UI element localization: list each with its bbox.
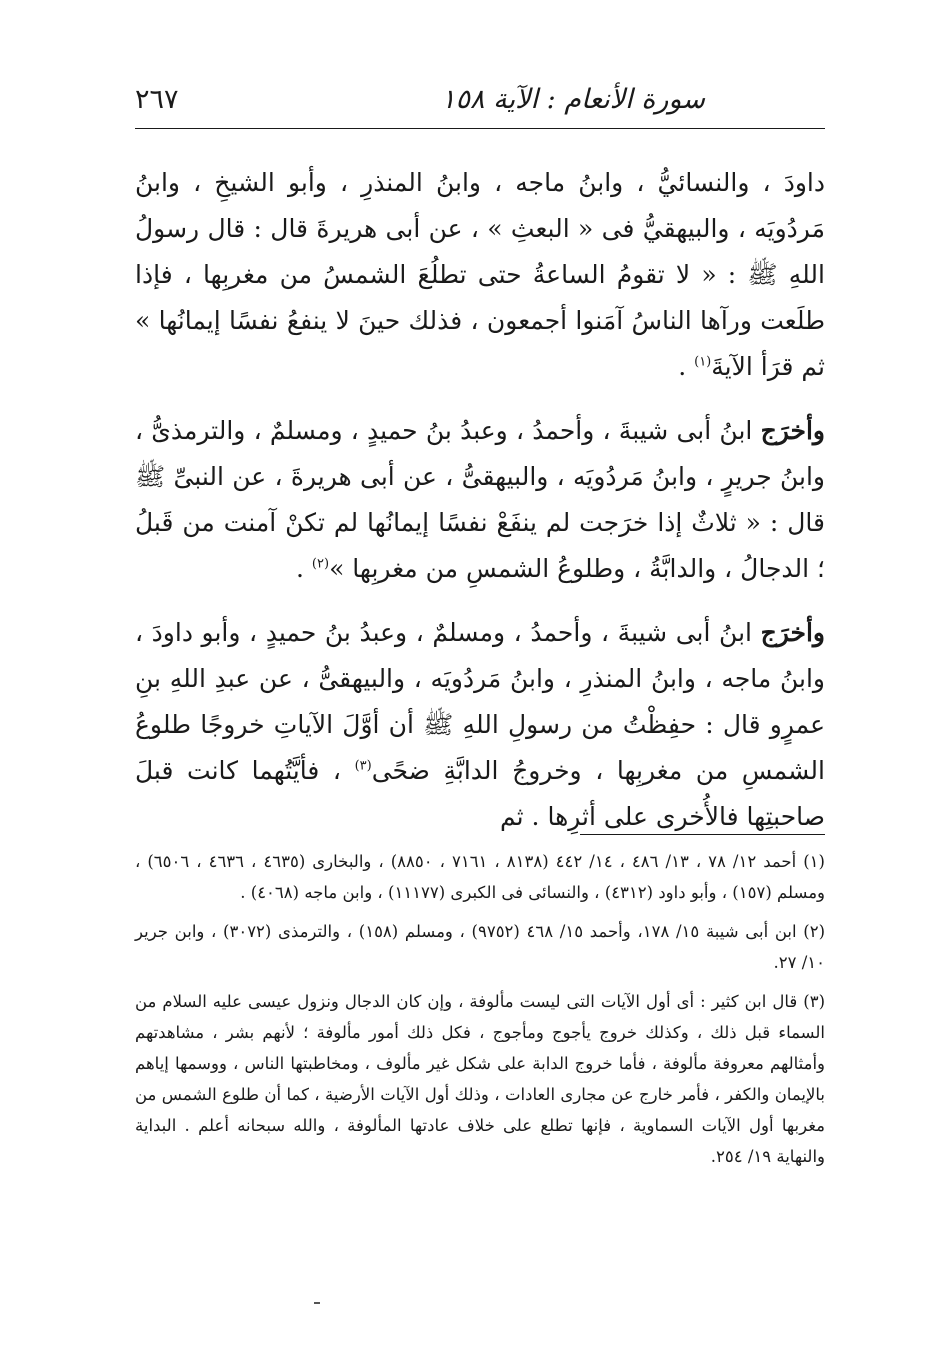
paragraph-tail: ، فأيَّتُهما كانت قبلَ صاحبتِها فالأُخرى على أثرِها . ثم (135, 756, 825, 831)
paragraph-tail: . (296, 554, 312, 583)
main-text (135, 160, 825, 858)
paragraph-2 (135, 408, 825, 592)
header-divider (135, 128, 825, 129)
paragraph-lead: وأخرَج (760, 618, 825, 647)
footnote-1: (١) أحمد ١٢/ ٧٨ ، ١٣/ ٤٨٦ ، ١٤/ ٤٤٢ (٨١٣٨ ، ٧١٦١ ، ٨٨٥٠) ، والبخارى (٤٦٣٥ ، ٤٦٣٦ ، ٦٥٠٦) ، ومسلم (١٥٧) ، وأبو داود (٤٣١٢) ، والنسائى فى الكبرى (١١١٧٧) ، وابن ماجه (٤٠٦٨) . (135, 852, 825, 902)
surah-title: سورة الأنعام : الآية ١٥٨ (441, 84, 705, 115)
footnote-ref-3[interactable]: (٣) (354, 758, 372, 774)
scan-speck (314, 1302, 320, 1304)
page-number: ٢٦٧ (135, 84, 179, 115)
paragraph-text: ابنُ أبى شيبةَ ، وأحمدُ ، ومسلمٌ ، وعبدُ بنُ حميدٍ ، وأبو داودَ ، وابنُ ماجه ، وابنُ المنذرِ ، وابنُ مَردُويَه ، والبيهقىُّ ، عن عبدِ اللهِ بنِ عمرٍو قال : حفِظْتُ من رسولِ اللهِ ﷺ أن أوَّلَ الآياتِ خروجًا طلوعُ الشمسِ من مغربِها ، وخروجُ الدابَّةِ ضحًى (135, 618, 825, 785)
paragraph-text: داودَ ، والنسائيُّ ، وابنُ ماجه ، وابنُ المنذرِ ، وأبو الشيخِ ، وابنُ مَردُويَه ، والبيهقيُّ فى « البعثِ » ، عن أبى هريرةَ قال : قال رسولُ اللهِ ﷺ : « لا تقومُ الساعةُ حتى تطلُعَ الشمسُ من مغربِها ، فإذا طلَعت ورآها الناسُ آمَنوا أجمعون ، فذلك حينَ لا ينفعُ نفسًا إيمانُها » ثم قرَأ الآيةَ (135, 168, 825, 381)
footnote-2: (٢) ابن أبى شيبة ١٥/ ١٧٨، وأحمد ١٥/ ٤٦٨ (٩٧٥٢) ، ومسلم (١٥٨) ، والترمذى (٣٠٧٢) ، وابن جرير ١٠/ ٢٧. (135, 922, 825, 972)
paragraph-tail: . (678, 352, 695, 381)
footnote-ref-1[interactable]: (١) (694, 354, 712, 370)
paragraph-3 (135, 610, 825, 840)
paragraph-lead: وأخرَج (760, 416, 825, 445)
paragraph-1 (135, 160, 825, 390)
running-header (135, 84, 825, 124)
footnotes (135, 846, 825, 1180)
footnote-divider (580, 834, 825, 835)
paragraph-text: ابنُ أبى شيبةَ ، وأحمدُ ، وعبدُ بنُ حميدٍ ، ومسلمٌ ، والترمذىُّ ، وابنُ جريرٍ ، وابنُ مَردُويَه ، والبيهقىُّ ، عن أبى هريرةَ ، عن النبىِّ ﷺ قال : « ثلاثٌ إذا خرَجت لم ينفَعْ نفسًا إيمانُها لم تكنْ آمنت من قَبلُ ؛ الدجالُ ، والدابَّةُ ، وطلوعُ الشمسِ من مغربِها » (135, 416, 825, 583)
footnote-ref-2[interactable]: (٢) (311, 556, 330, 572)
footnote-3: (٣) قال ابن كثير : أى أول الآيات التى ليست مألوفة ، وإن كان الدجال ونزول عيسى عليه السلام من السماء قبل ذلك ، وكذلك خروج يأجوج ومأجوج ، فكل ذلك أمور مألوفة ؛ لأنهم بشر ، مشاهدتهم وأمثالهم معروفة مألوفة ، فأما خروج الدابة على شكل غير مألوف ، ومخاطبتها الناس ، ووسمها إياهم بالإيمان والكفر ، فأمر خارج عن مجارى العادات ، وذلك أول الآيات الأرضية ، كما أن طلوع الشمس من مغربها أول الآيات السماوية ، فإنها تطلع على خلاف عادتها المألوفة ، والله سبحانه أعلم . البداية والنهاية ١٩/ ٢٥٤. (135, 992, 825, 1166)
